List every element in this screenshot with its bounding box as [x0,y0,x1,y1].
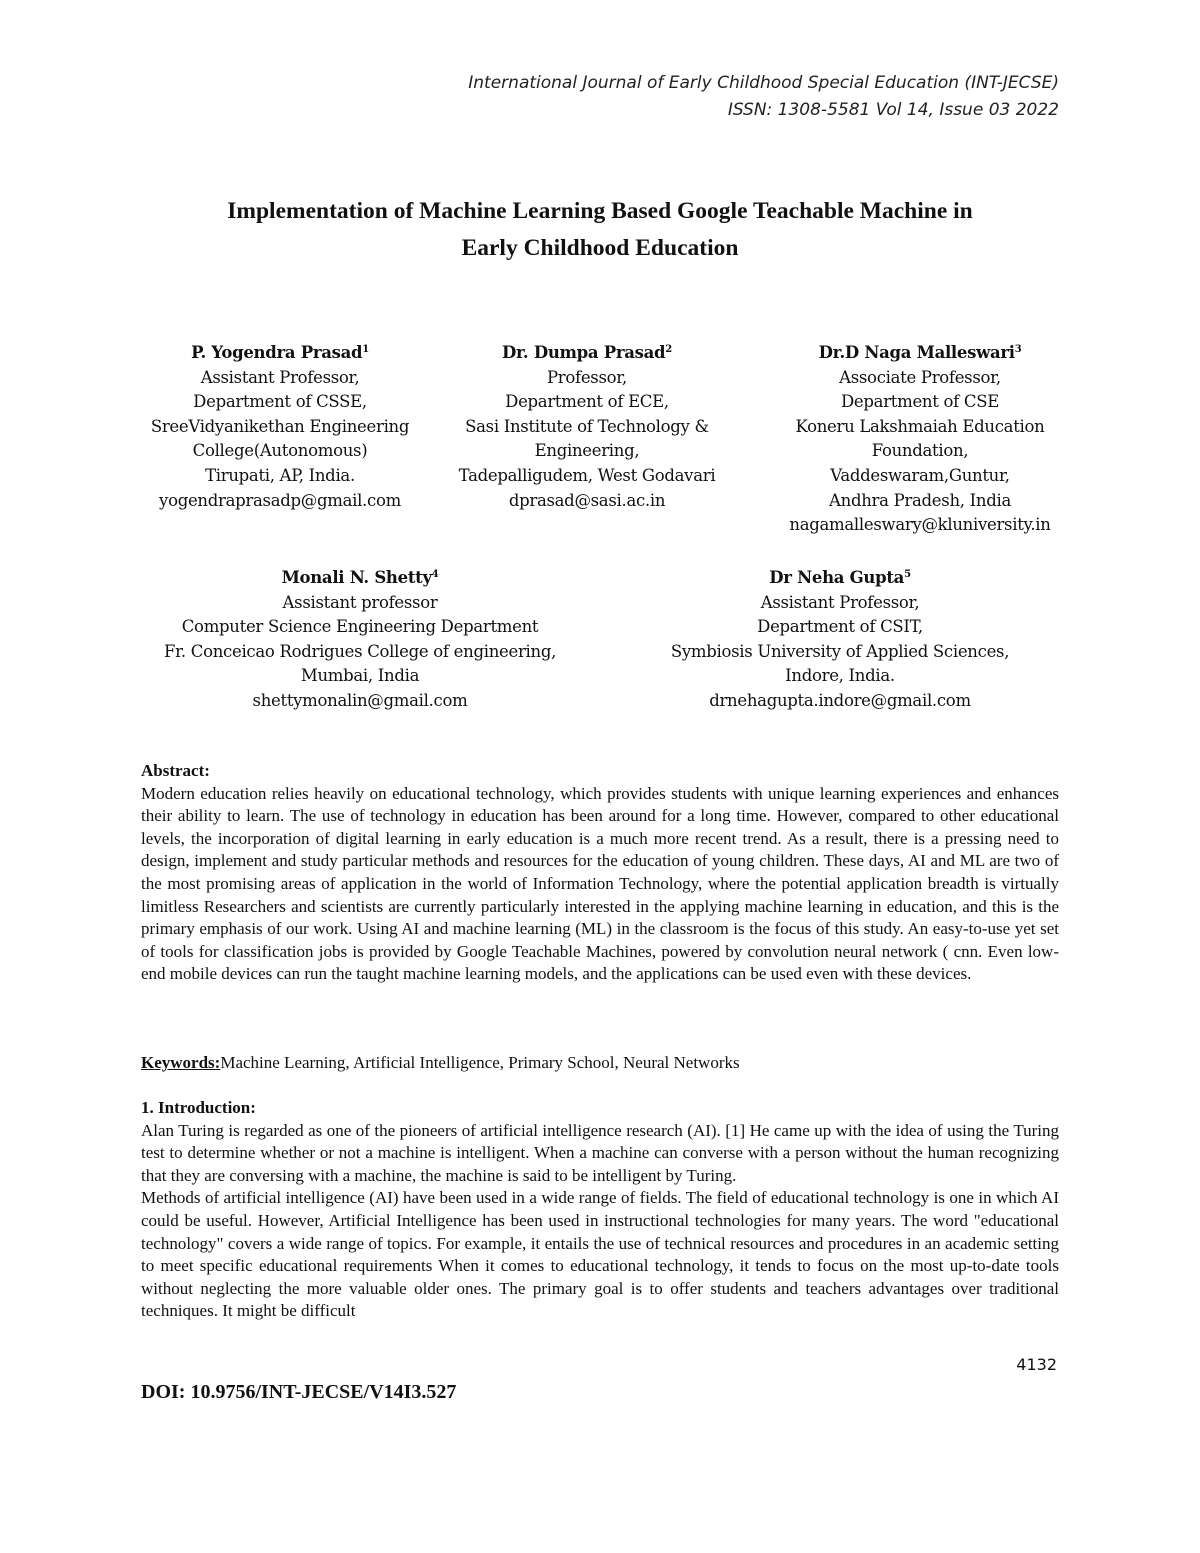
paper-title [120,193,1080,267]
author-name [437,341,737,366]
author-block-4 [110,566,610,714]
author-institution: Koneru Lakshmaiah Education [795,416,1045,436]
author-institution: Fr. Conceicao Rodrigues College of engineering, [163,641,557,661]
author-department: Department of CSSE, [193,392,367,412]
abstract-text: Modern education relies heavily on educational technology, which provides students with unique learning experiences and enhances their ability to learn. The use of technology in education has been around for a long time. However, compared to other educational levels, the incorporation of digital learning in early education is a much more recent trend. As a result, there is a pressing need to design, implement and study particular methods and resources for the education of young children. These days, AI and ML are two of the most promising areas of application in the world of Information Technology, where the potential application breadth is virtually limitless Researchers and scientists are currently particularly interested in the applying machine learning in education, and this is the primary emphasis of our work. Using AI and machine learning (ML) in the classroom is the focus of this study. An easy-to-use yet set of tools for classification jobs is provided by Google Teachable Machines, powered by convolution neural network ( cnn. Even low-end mobile devices can run the taught machine learning models, and the applications can be used even with these devices. [141,783,1059,984]
author-title: Assistant Professor, [200,367,360,387]
author-name-text: Monali N. Shetty [281,568,432,587]
author-name [770,341,1070,366]
keywords-label: Keywords: [141,1053,221,1072]
author-email: shettymonalin@gmail.com [252,690,468,710]
introduction-section [141,1097,1059,1323]
author-block-2 [437,341,737,513]
abstract-section [141,760,1059,986]
introduction-paragraph-1: Alan Turing is regarded as one of the pioneers of artificial intelligence research (AI). [1] He came up with the idea of using the Turing test to determine whether or not a machine is intelligent. When a machine can converse with a person without the human recognizing that they are conversing with a machine, the machine is said to be intelligent by Turing. [141,1120,1059,1185]
journal-issn: ISSN: 1308-5581 Vol 14, Issue 03 2022 [727,100,1059,120]
author-location: Vaddeswaram,Guntur, [830,465,1010,485]
author-block-5 [590,566,1090,714]
author-location: Mumbai, India [300,666,420,686]
author-affiliation-mark: 5 [904,569,911,580]
introduction-paragraph-2: Methods of artificial intelligence (AI) have been used in a wide range of fields. The field of educational technology is one in which AI could be useful. However, Artificial Intelligence has been used in instructional technologies for many years. The word "educational technology" covers a wide range of topics. For example, it entails the use of technical resources and procedures in an academic setting to meet specific educational requirements When it comes to educational technology, it tends to focus on the most up-to-date tools without neglecting the more valuable older ones. The primary goal is to offer students and teachers advantages over traditional techniques. It might be difficult [141,1188,1059,1321]
author-department: Computer Science Engineering Department [181,617,539,637]
author-affiliation-mark: 1 [362,344,369,355]
author-block-1 [130,341,430,513]
author-name [110,566,610,591]
author-name [590,566,1090,591]
keywords-section [141,1052,1059,1075]
author-email: dprasad@sasi.ac.in [508,490,666,510]
page-number: 4132 [1016,1355,1057,1374]
author-location: Andhra Pradesh, India [829,490,1011,510]
doi-footer: DOI: 10.9756/INT-JECSE/V14I3.527 [141,1381,457,1403]
author-title: Assistant professor [282,592,438,612]
introduction-heading: 1. Introduction: [141,1098,256,1117]
author-department: Department of CSE [841,392,999,412]
author-name-text: Dr.D Naga Malleswari [818,343,1015,362]
author-title: Assistant Professor, [760,592,920,612]
author-department: Department of CSIT, [757,617,923,637]
journal-name: International Journal of Early Childhood Special Education (INT-JECSE) [468,73,1059,93]
author-institution: Sasi Institute of Technology & [465,416,709,436]
author-name-text: Dr Neha Gupta [769,568,905,587]
author-department: Department of ECE, [505,392,669,412]
author-title: Associate Professor, [839,367,1001,387]
author-institution: College(Autonomous) [192,441,368,461]
author-name-text: P. Yogendra Prasad [191,343,363,362]
paper-title-line-2: Early Childhood Education [461,235,739,261]
author-title: Professor, [547,367,627,387]
author-institution: Engineering, [534,441,640,461]
author-affiliation-mark: 4 [431,569,439,580]
paper-title-line-1: Implementation of Machine Learning Based Google Teachable Machine in [227,198,973,224]
abstract-heading: Abstract: [141,761,210,780]
author-email: drnehagupta.indore@gmail.com [709,690,971,710]
keywords-text: Machine Learning, Artificial Intelligence, Primary School, Neural Networks [220,1053,740,1072]
author-location: Tadepalligudem, West Godavari [458,465,716,485]
author-email: yogendraprasadp@gmail.com [159,490,401,510]
author-institution: Symbiosis University of Applied Sciences, [670,641,1010,661]
author-location: Tirupati, AP, India. [205,465,355,485]
author-location: Indore, India. [785,666,895,686]
author-institution: SreeVidyanikethan Engineering [150,416,410,436]
author-affiliation-mark: 3 [1014,344,1022,355]
author-affiliation-mark: 2 [665,344,672,355]
author-block-3 [770,341,1070,538]
author-name [130,341,430,366]
author-name-text: Dr. Dumpa Prasad [502,343,666,362]
author-email: nagamalleswary@kluniversity.in [789,515,1051,535]
author-institution: Foundation, [871,441,969,461]
